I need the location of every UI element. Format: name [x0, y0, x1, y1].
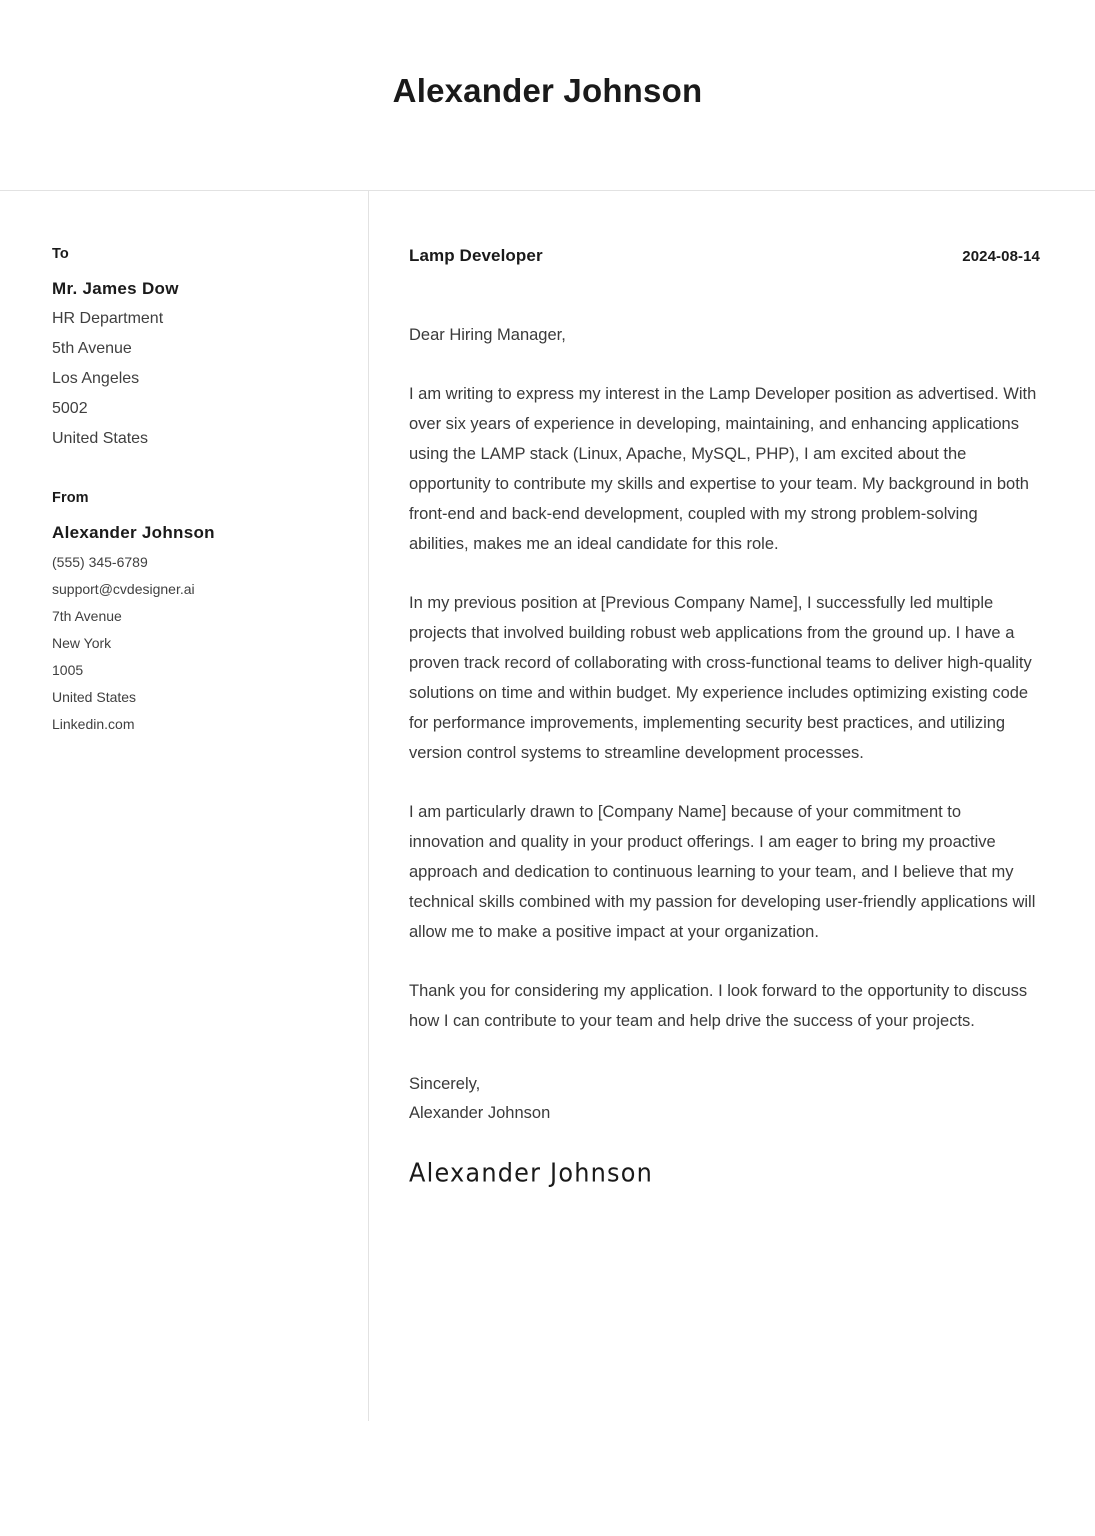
recipient-name: Mr. James Dow: [52, 279, 179, 298]
to-heading: To: [52, 246, 69, 262]
linkedin-line: Linkedin.com: [52, 716, 135, 732]
page-title: Alexander Johnson: [392, 72, 703, 109]
letter-paragraph: I am writing to express my interest in the Lamp Developer position as advertised. With over six years of experience in developing, maintaining, and enhancing applications using the LAMP stack (Linux, Apache, MySQL, PHP), I am excited about the opportunity to contribute my skills and expertise to your team. My background in both front-end and back-end development, coupled with my strong problem-solving abilities, makes me an ideal candidate for this role.: [409, 385, 1037, 553]
letter-paragraph: In my previous position at [Previous Company Name], I successfully led multiple projects that involved building robust web applications from the ground up. I have a proven track record of collaborating with cross-functional teams to deliver high-quality solutions on time and within budget. My experience includes optimizing existing code for performance improvements, implementing security best practices, and utilizing version control systems to streamline development processes.: [409, 594, 1032, 762]
signature: Alexander Johnson: [409, 1158, 654, 1188]
address-line: United States: [52, 430, 149, 447]
sidebar: [0, 190, 368, 738]
column-divider: [368, 191, 369, 1421]
letter-content: [368, 190, 1095, 1186]
address-line: 7th Avenue: [52, 608, 122, 624]
address-line: New York: [52, 635, 112, 651]
sender-name: Alexander Johnson: [52, 523, 215, 542]
recipient-address: [52, 304, 328, 454]
address-line: United States: [52, 689, 137, 705]
address-line: 1005: [52, 662, 84, 678]
closing-name: Alexander Johnson: [409, 1104, 551, 1122]
letter-closing: [409, 1070, 1040, 1128]
address-line: HR Department: [52, 310, 164, 327]
letter-header: [0, 0, 1095, 190]
letter-topbar: [409, 246, 1040, 266]
closing-salutation: Sincerely,: [409, 1075, 481, 1093]
sender-contact-details: [52, 549, 328, 738]
address-line: 5th Avenue: [52, 340, 132, 357]
letter-paragraph: I am particularly drawn to [Company Name] because of your commitment to innovation and quality in your product offerings. I am eager to bring my proactive approach and dedication to continuous learning to your team, and I believe that my technical skills combined with my passion for developing user-friendly applications will allow me to make a positive impact at your organization.: [409, 803, 1036, 941]
letter-paragraph: Thank you for considering my application. I look forward to the opportunity to discuss how I can contribute to your team and help drive the success of your projects.: [409, 982, 1028, 1030]
letter-body: [0, 190, 1095, 1536]
from-heading: From: [52, 490, 89, 506]
phone-line: (555) 345-6789: [52, 554, 148, 570]
address-line: 5002: [52, 400, 88, 417]
job-title: Lamp Developer: [409, 246, 543, 265]
recipient-block: [52, 246, 328, 454]
sender-block: [52, 490, 328, 738]
address-line: Los Angeles: [52, 370, 140, 387]
email-line: support@cvdesigner.ai: [52, 581, 195, 597]
salutation: Dear Hiring Manager,: [409, 326, 566, 344]
letter-date: 2024-08-14: [962, 248, 1040, 265]
